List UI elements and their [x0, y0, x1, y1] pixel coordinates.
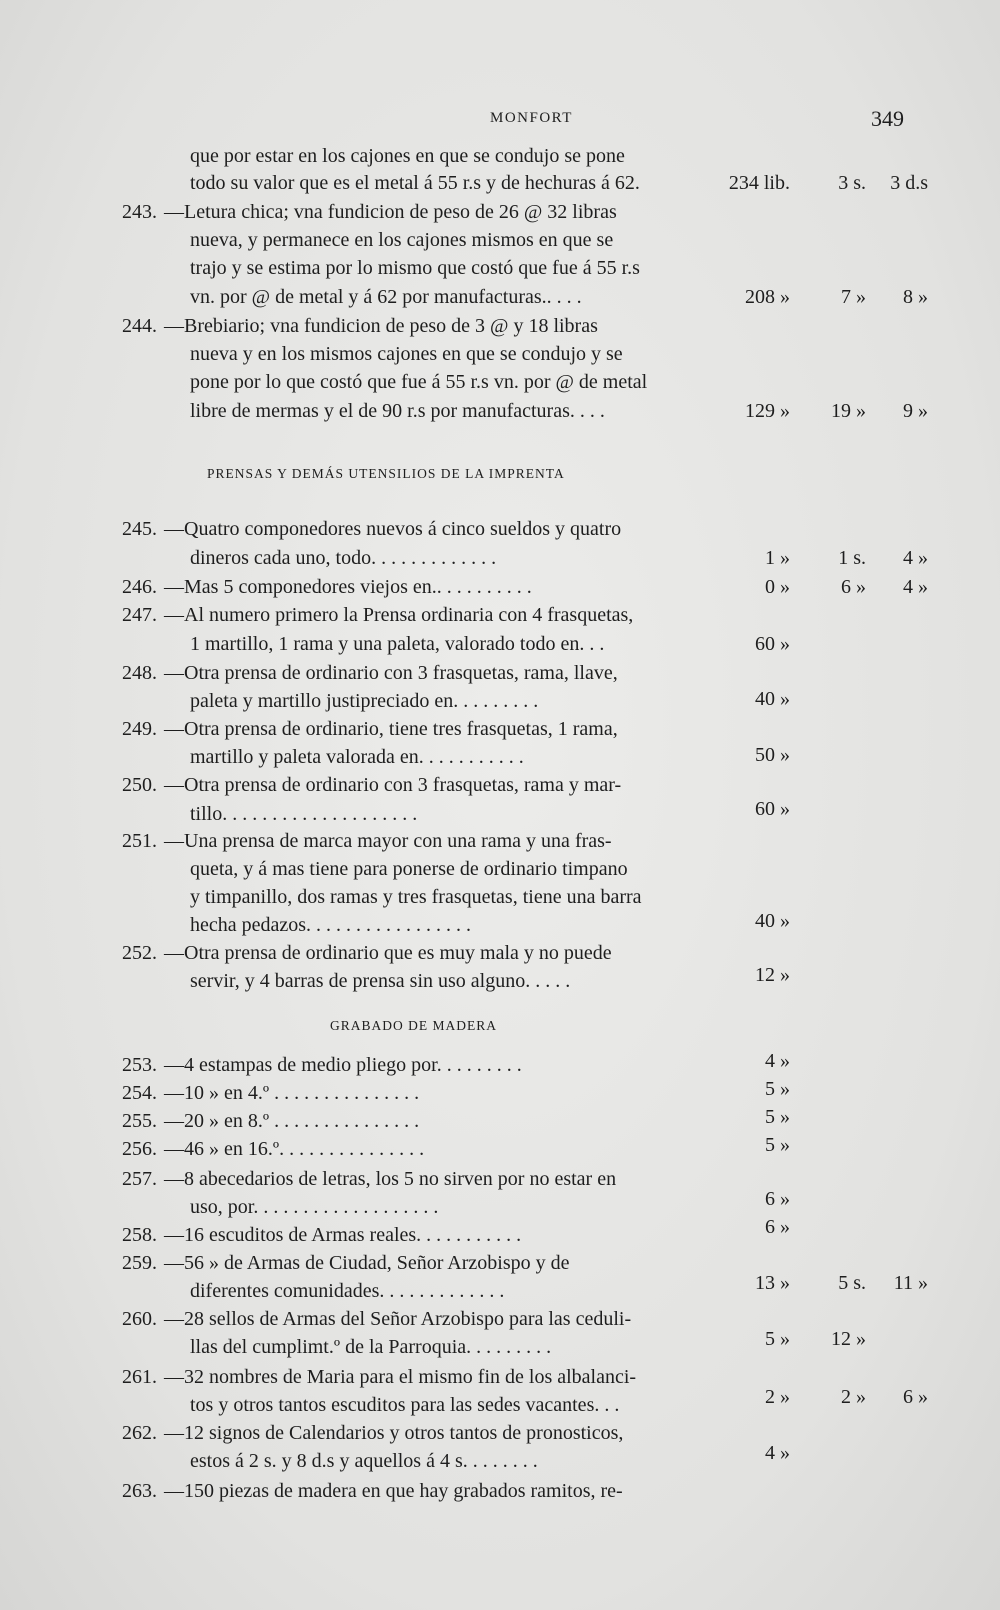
entry-number: 253.: [122, 1054, 157, 1076]
entry-number: 262.: [122, 1422, 157, 1444]
entry-line: [0, 516, 1000, 542]
entry-line: [0, 1052, 1000, 1078]
line-text: que por estar en los cajones en que se condujo se pone: [190, 145, 625, 167]
line-text: dineros cada uno, todo. . . . . . . . . . . . .: [190, 547, 497, 569]
amount-libras: 5 »: [765, 1328, 790, 1350]
text-line: [0, 801, 1000, 827]
entry-number: 256.: [122, 1138, 157, 1160]
line-text: —Quatro componedores nuevos á cinco sueldos y quatro: [164, 518, 622, 540]
line-text: paleta y martillo justipreciado en. . . . . . . . .: [190, 690, 539, 712]
line-text: todo su valor que es el metal á 55 r.s y de hechuras á 62.: [190, 172, 640, 194]
amount-libras: 2 »: [765, 1386, 790, 1408]
entry-number: 258.: [122, 1224, 157, 1246]
section-heading: GRABADO DE MADERA: [330, 1018, 498, 1033]
line-text: 1 martillo, 1 rama y una paleta, valorado todo en. . .: [190, 633, 605, 655]
entry-number: 259.: [122, 1252, 157, 1274]
entry-line: [0, 828, 1000, 854]
line-text: vn. por @ de metal y á 62 por manufacturas.. . . .: [190, 286, 582, 308]
line-text: nueva y en los mismos cajones en que se condujo y se: [190, 343, 623, 365]
entry-line: [0, 940, 1000, 966]
amount-libras: 4 »: [765, 1442, 790, 1464]
entry-line: [0, 313, 1000, 339]
line-text: —4 estampas de medio pliego por. . . . . . . . .: [164, 1054, 522, 1076]
entry-number: 243.: [122, 201, 157, 223]
entry-line: [0, 772, 1000, 798]
line-text: tos y otros tantos escuditos para las sedes vacantes. . .: [190, 1394, 620, 1416]
entry-line: [0, 660, 1000, 686]
entry-number: 246.: [122, 576, 157, 598]
entry-number: 247.: [122, 604, 157, 626]
amount-sueldos: 2 »: [841, 1386, 866, 1408]
line-text: libre de mermas y el de 90 r.s por manufacturas. . . .: [190, 400, 605, 422]
text-line: [0, 1448, 1000, 1474]
text-line: [0, 631, 1000, 657]
entry-line: [0, 1080, 1000, 1106]
text-line: [0, 912, 1000, 938]
entry-line: [0, 1136, 1000, 1162]
entry-line: [0, 1420, 1000, 1446]
entry-line: [0, 602, 1000, 628]
amount-sueldos: 3 s.: [838, 172, 866, 194]
amount-libras: 5 »: [765, 1078, 790, 1100]
line-text: y timpanillo, dos ramas y tres frasquetas, tiene una barra: [190, 886, 642, 908]
entry-number: 261.: [122, 1366, 157, 1388]
line-text: uso, por. . . . . . . . . . . . . . . . . . .: [190, 1196, 439, 1218]
entry-line: [0, 199, 1000, 225]
entry-number: 249.: [122, 718, 157, 740]
line-text: diferentes comunidades. . . . . . . . . . . . .: [190, 1280, 505, 1302]
entry-number: 250.: [122, 774, 157, 796]
amount-dineros: 4 »: [903, 547, 928, 569]
amount-sueldos: 6 »: [841, 576, 866, 598]
amount-libras: 1 »: [765, 547, 790, 569]
entry-number: 244.: [122, 315, 157, 337]
amount-sueldos: 1 s.: [838, 547, 866, 569]
amount-dineros: 3 d.s: [890, 172, 928, 194]
amount-dineros: 9 »: [903, 400, 928, 422]
entry-number: 260.: [122, 1308, 157, 1330]
text-line: [0, 369, 1000, 395]
line-text: —Otra prensa de ordinario con 3 frasquetas, rama, llave,: [164, 662, 618, 684]
amount-sueldos: 12 »: [831, 1328, 866, 1350]
amount-libras: 40 »: [755, 910, 790, 932]
amount-libras: 5 »: [765, 1106, 790, 1128]
running-title: MONFORT: [490, 110, 573, 126]
page-number: 349: [871, 106, 904, 131]
text-line: [0, 341, 1000, 367]
line-text: —Otra prensa de ordinario que es muy mala y no puede: [164, 942, 612, 964]
entry-line: [0, 1166, 1000, 1192]
entry-number: 252.: [122, 942, 157, 964]
amount-dineros: 11 »: [893, 1272, 928, 1294]
line-text: pone por lo que costó que fue á 55 r.s vn. por @ de metal: [190, 371, 648, 393]
text-line: [0, 856, 1000, 882]
line-text: trajo y se estima por lo mismo que costó que fue á 55 r.s: [190, 257, 640, 279]
text-line: [0, 884, 1000, 910]
line-text: hecha pedazos. . . . . . . . . . . . . . . . .: [190, 914, 472, 936]
line-text: —16 escuditos de Armas reales. . . . . . . . . . .: [164, 1224, 522, 1246]
line-text: queta, y á mas tiene para ponerse de ordinario timpano: [190, 858, 628, 880]
amount-dineros: 6 »: [903, 1386, 928, 1408]
entry-line: [0, 1108, 1000, 1134]
entry-number: 263.: [122, 1480, 157, 1502]
amount-sueldos: 5 s.: [838, 1272, 866, 1294]
line-text: servir, y 4 barras de prensa sin uso alguno. . . . .: [190, 970, 571, 992]
amount-sueldos: 7 »: [841, 286, 866, 308]
line-text: —28 sellos de Armas del Señor Arzobispo para las ceduli-: [164, 1308, 632, 1330]
line-text: —Otra prensa de ordinario con 3 frasquetas, rama y mar-: [164, 774, 622, 796]
entry-number: 248.: [122, 662, 157, 684]
line-text: —Otra prensa de ordinario, tiene tres frasquetas, 1 rama,: [164, 718, 618, 740]
line-text: —Letura chica; vna fundicion de peso de 26 @ 32 libras: [164, 201, 617, 223]
line-text: —8 abecedarios de letras, los 5 no sirven por no estar en: [164, 1168, 617, 1190]
entry-number: 245.: [122, 518, 157, 540]
line-text: —10 » en 4.º . . . . . . . . . . . . . . .: [164, 1082, 420, 1104]
entry-number: 255.: [122, 1110, 157, 1132]
text-line: [0, 143, 1000, 169]
amount-libras: 50 »: [755, 744, 790, 766]
amount-libras: 5 »: [765, 1134, 790, 1156]
running-head: [0, 108, 1000, 130]
line-text: tillo. . . . . . . . . . . . . . . . . . . .: [190, 803, 418, 825]
text-line: [0, 255, 1000, 281]
amount-libras: 13 »: [755, 1272, 790, 1294]
amount-libras: 60 »: [755, 633, 790, 655]
amount-libras: 40 »: [755, 688, 790, 710]
text-line: [0, 688, 1000, 714]
line-text: —Mas 5 componedores viejos en.. . . . . . . . . .: [164, 576, 532, 598]
text-line: [0, 1194, 1000, 1220]
line-text: —Al numero primero la Prensa ordinaria con 4 frasquetas,: [164, 604, 634, 626]
amount-libras: 4 »: [765, 1050, 790, 1072]
amount-sueldos: 19 »: [831, 400, 866, 422]
amount-libras: 6 »: [765, 1188, 790, 1210]
text-line: [0, 227, 1000, 253]
line-text: martillo y paleta valorada en. . . . . . . . . . .: [190, 746, 524, 768]
section-heading: PRENSAS Y DEMÁS UTENSILIOS DE LA IMPRENTA: [207, 466, 565, 481]
amount-libras: 0 »: [765, 576, 790, 598]
line-text: nueva, y permanece en los cajones mismos en que se: [190, 229, 614, 251]
amount-libras: 129 »: [745, 400, 790, 422]
line-text: llas del cumplimt.º de la Parroquia. . . . . . . . .: [190, 1336, 552, 1358]
text-line: [0, 744, 1000, 770]
amount-libras: 208 »: [745, 286, 790, 308]
entry-line: [0, 1478, 1000, 1504]
line-text: —20 » en 8.º . . . . . . . . . . . . . . .: [164, 1110, 420, 1132]
entry-line: [0, 716, 1000, 742]
line-text: —150 piezas de madera en que hay grabados ramitos, re-: [164, 1480, 623, 1502]
line-text: —Una prensa de marca mayor con una rama y una fras-: [164, 830, 612, 852]
amount-dineros: 4 »: [903, 576, 928, 598]
line-text: —56 » de Armas de Ciudad, Señor Arzobispo y de: [164, 1252, 570, 1274]
line-text: —46 » en 16.º. . . . . . . . . . . . . . .: [164, 1138, 425, 1160]
amount-dineros: 8 »: [903, 286, 928, 308]
line-text: —Brebiario; vna fundicion de peso de 3 @ y 18 libras: [164, 315, 598, 337]
entry-line: [0, 1222, 1000, 1248]
entry-number: 251.: [122, 830, 157, 852]
amount-libras: 60 »: [755, 798, 790, 820]
entry-number: 257.: [122, 1168, 157, 1190]
line-text: —32 nombres de Maria para el mismo fin de los albalanci-: [164, 1366, 637, 1388]
amount-libras: 234 lib.: [728, 172, 790, 194]
text-line: [0, 968, 1000, 994]
entry-number: 254.: [122, 1082, 157, 1104]
line-text: —12 signos de Calendarios y otros tantos de pronosticos,: [164, 1422, 624, 1444]
amount-libras: 6 »: [765, 1216, 790, 1238]
line-text: estos á 2 s. y 8 d.s y aquellos á 4 s. . . . . . . .: [190, 1450, 538, 1472]
amount-libras: 12 »: [755, 964, 790, 986]
